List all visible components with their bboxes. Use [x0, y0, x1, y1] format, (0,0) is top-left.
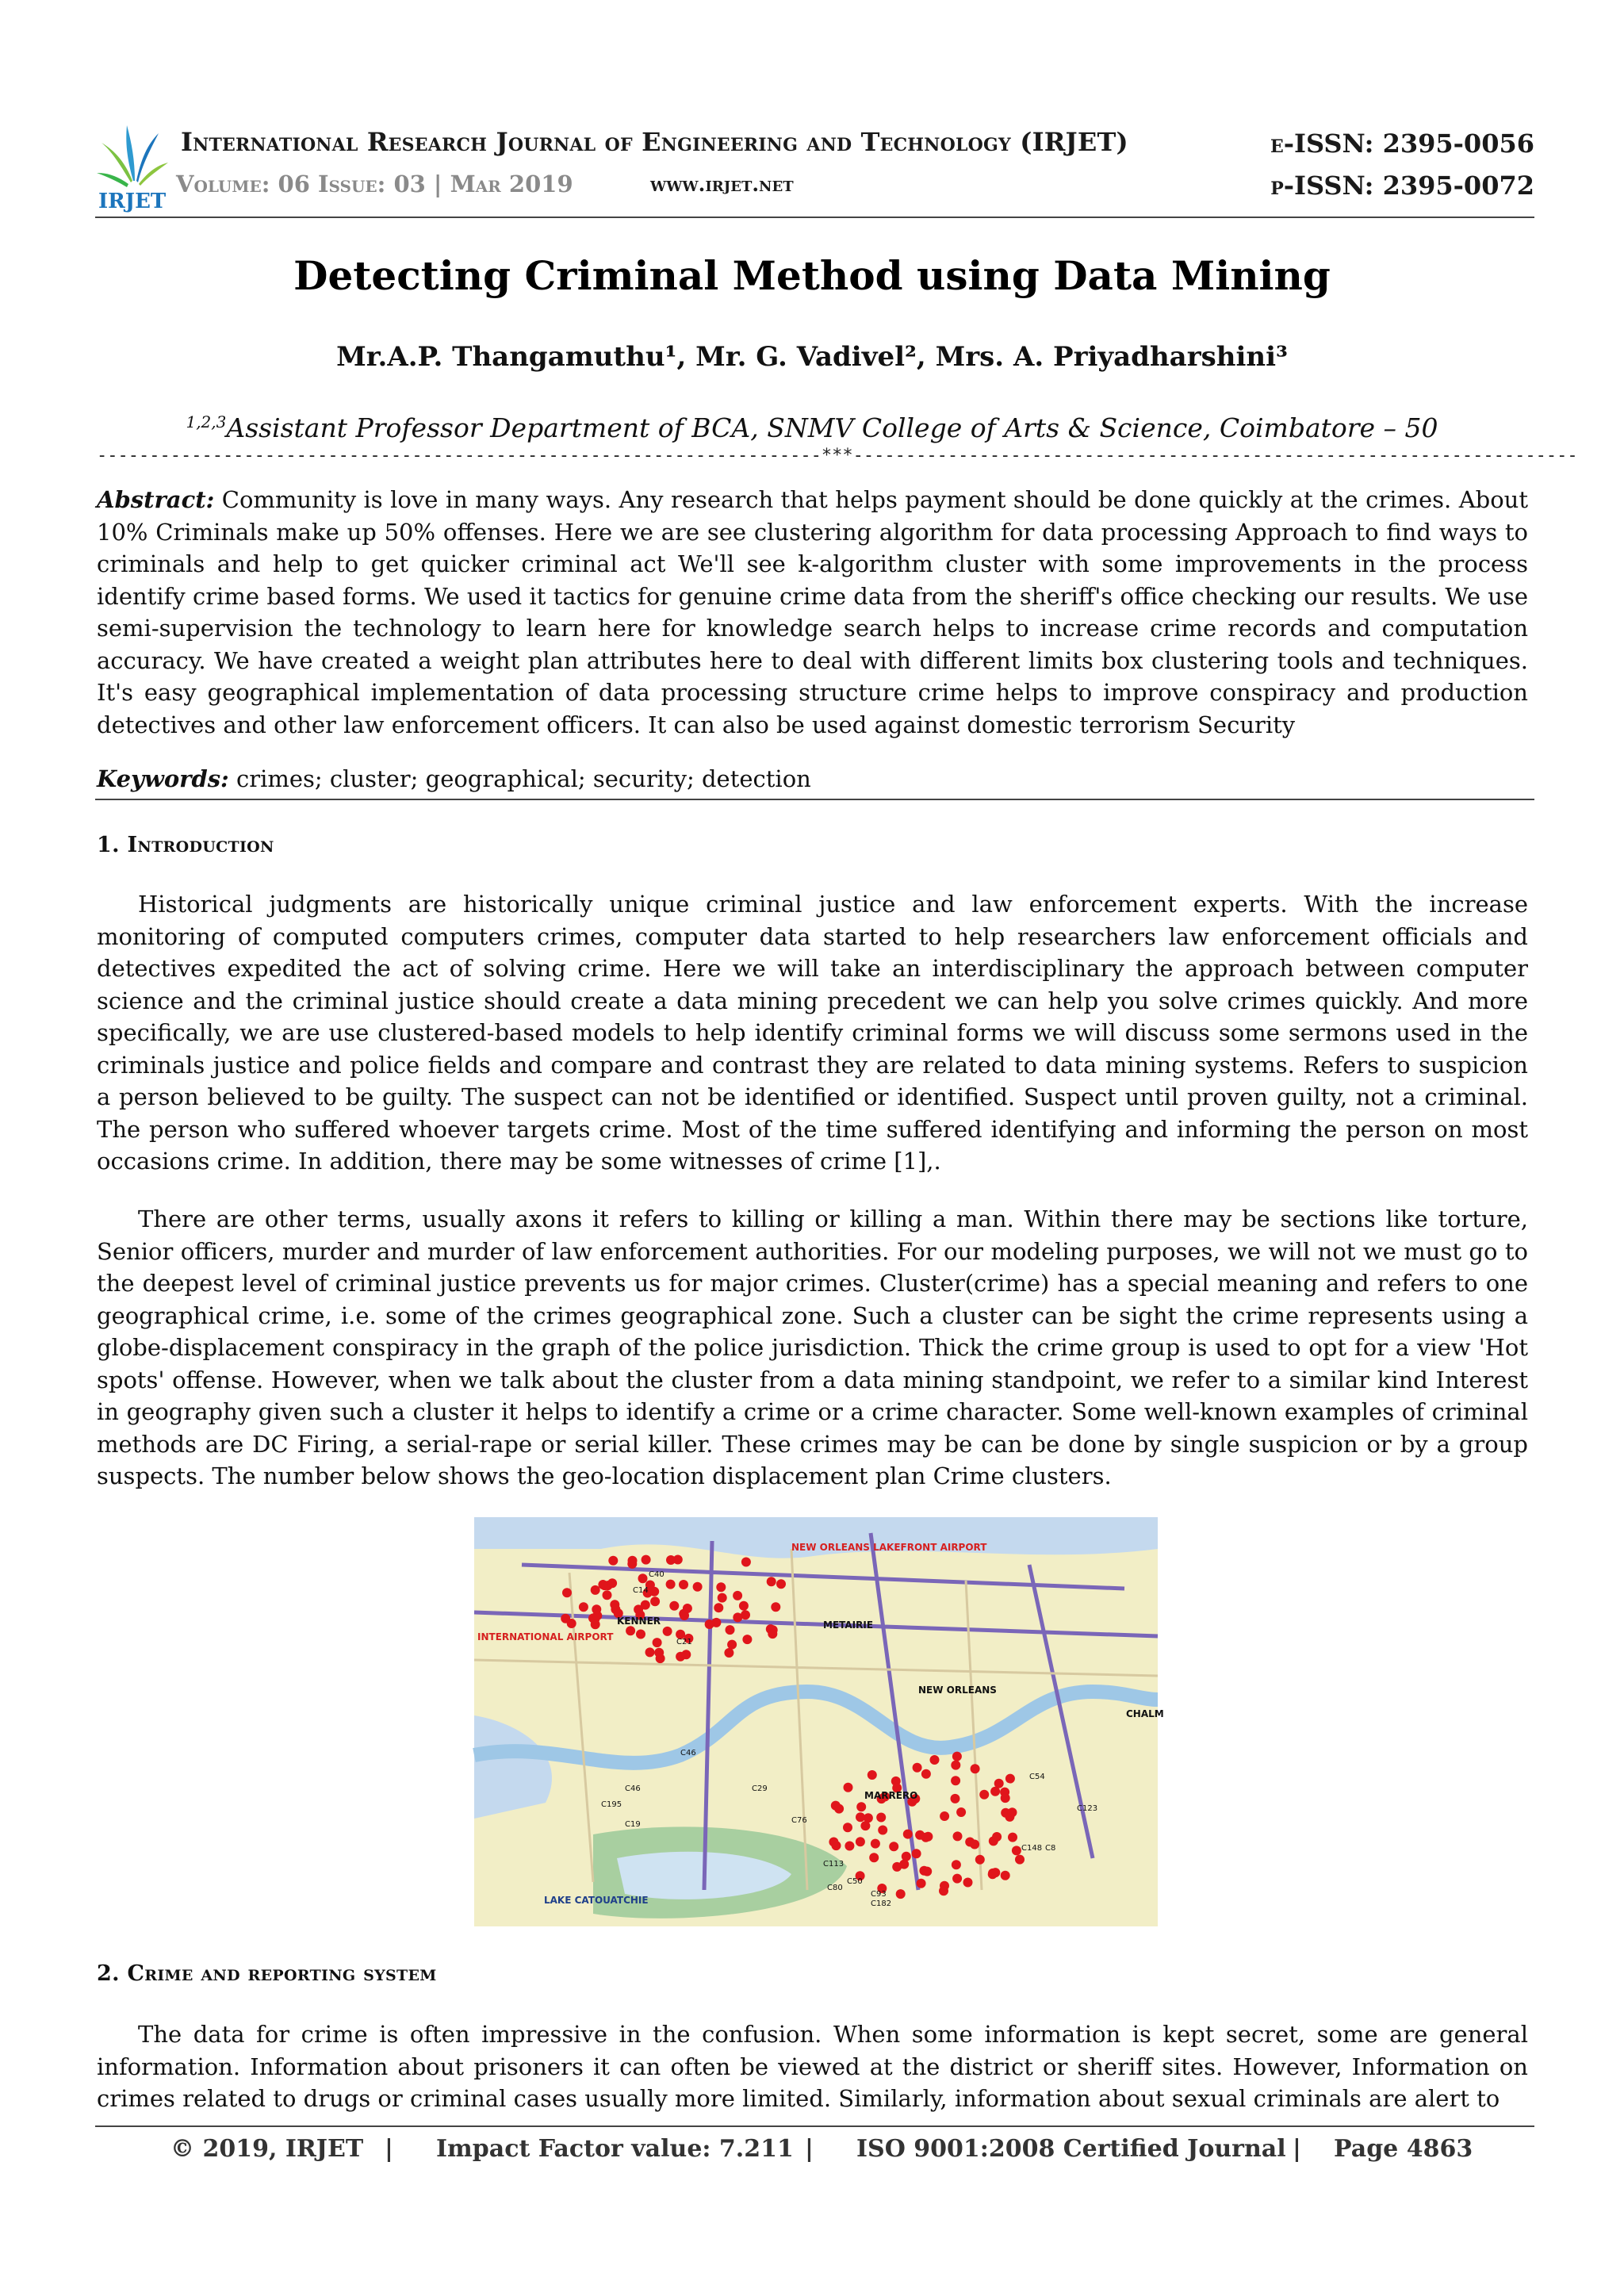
crime-point — [663, 1627, 672, 1636]
crime-point — [975, 1855, 985, 1865]
footer-impact-factor: Impact Factor value: 7.211 — [436, 2135, 794, 2163]
crime-point-label: C113 — [823, 1860, 845, 1869]
crime-point — [919, 1866, 929, 1876]
crime-point — [705, 1619, 714, 1629]
crime-point-label: C80 — [827, 1884, 843, 1892]
crime-point — [733, 1591, 742, 1600]
crime-point — [666, 1555, 676, 1565]
crime-point — [971, 1764, 980, 1773]
crime-point — [693, 1582, 703, 1592]
crime-point — [871, 1839, 880, 1849]
crime-point — [771, 1602, 780, 1612]
crime-point — [628, 1556, 638, 1566]
crime-point — [845, 1842, 854, 1851]
crime-point-label: C50 — [847, 1877, 863, 1886]
section-1-paragraph-1: Historical judgments are historically unique criminal justice and law enforcement experts. With the increase monitoring of computed computers crimes, computer data started to help researchers law enforcement officials and detectives expedited the act of solving crime. Here we will take an interdisciplinary the approach between computer science and the criminal justice should create a data mining precedent we can help you solve crimes quickly. And more specifically, we are use clustered-based models to help identify criminal forms we will discuss some sermons used in the criminals justice and police fields and compare and contrast they are related to data mining systems. Refers to suspicion a person believed to be guilty. The suspect can not be identified or identified. Suspect until proven guilty, not a criminal. The person who suffered whoever targets crime. Most of the time suffered identifying and informing the person on most occasions crime. In addition, there may be some witnesses of crime [1],. — [97, 891, 1528, 1175]
crime-point-label: C8 — [1045, 1844, 1056, 1853]
label-new-orleans: NEW ORLEANS — [918, 1685, 997, 1696]
footer-iso: ISO 9001:2008 Certified Journal — [856, 2135, 1286, 2163]
crime-point — [733, 1612, 742, 1622]
crime-point — [741, 1558, 751, 1567]
crime-point — [979, 1790, 989, 1800]
label-kenner: KENNER — [617, 1616, 661, 1627]
crime-point — [951, 1794, 960, 1803]
crime-point — [739, 1601, 749, 1611]
crime-point — [856, 1837, 865, 1846]
keywords-rule — [95, 799, 1534, 800]
crime-point-label: C19 — [625, 1820, 641, 1829]
section-1-paragraph-2: There are other terms, usually axons it refers to killing or killing a man. Within there may be sections like torture, Senior officers, murder and murder of law enforcement authorities. For our modeling purposes, we will not we must go to the deepest level of criminal justice prevents us for major crimes. Cluster(crime) has a special meaning and refers to one geographical crime, i.e. some of the crimes geographical zone. Such a cluster can be sight the crime represents using a globe-displacement conspiracy in the graph of the police jurisdiction. Thick the crime group is used to opt for a view 'Hot spots' offense. However, when we talk about the cluster from a data mining standpoint, we refer to a similar kind Interest in geography given such a cluster it helps to identify a crime or a crime character. Some well-known examples of criminal methods are DC Firing, a serial-rape or serial killer. These crimes may be can be done by single suspicion or by a group suspects. The number below shows the geo-location displacement plan Crime clusters. — [97, 1205, 1528, 1489]
crime-point — [930, 1755, 940, 1765]
crime-point — [611, 1604, 620, 1614]
crime-point — [608, 1556, 618, 1566]
crime-point — [1012, 1846, 1021, 1855]
crime-point — [653, 1638, 662, 1647]
crime-point — [669, 1601, 679, 1611]
section-1-heading: 1. Introduction — [97, 833, 274, 857]
crime-point — [856, 1802, 866, 1811]
crime-point — [843, 1823, 852, 1832]
label-metairie: METAIRIE — [823, 1619, 874, 1631]
crime-cluster-map — [474, 1517, 1164, 1926]
crime-point — [878, 1826, 887, 1835]
label-chalmette: CHALM — [1126, 1708, 1164, 1719]
crime-point — [1008, 1833, 1017, 1842]
paper-authors: Mr.A.P. Thangamuthu¹, Mr. G. Vadivel², Mrs. A. Priyadharshini³ — [336, 341, 1288, 373]
crime-point — [913, 1763, 922, 1773]
crime-point — [988, 1869, 998, 1878]
footer-rule — [95, 2125, 1534, 2127]
affiliation-sup: 1,2,3 — [186, 412, 227, 431]
crime-point — [860, 1821, 870, 1830]
crime-point — [856, 1812, 865, 1822]
crime-point — [831, 1801, 841, 1811]
crime-point-label: C182 — [871, 1899, 892, 1908]
crime-point — [953, 1831, 963, 1841]
abstract — [97, 484, 1528, 741]
crime-point — [990, 1787, 1000, 1796]
crime-point — [656, 1654, 665, 1663]
abstract-label: Abstract: — [97, 486, 215, 513]
journal-website[interactable]: www.irjet.net — [650, 173, 794, 196]
crime-point — [889, 1842, 898, 1851]
label-marrero: MARRERO — [864, 1790, 918, 1801]
crime-point — [869, 1853, 879, 1862]
crime-point — [598, 1580, 607, 1589]
irjet-logo-icon — [95, 119, 170, 213]
crime-point — [666, 1580, 676, 1589]
pissn: p-ISSN: 2395-0072 — [1270, 171, 1534, 201]
affiliation — [0, 412, 1624, 443]
section-2-heading: 2. Crime and reporting system — [97, 1961, 437, 1986]
crime-point — [742, 1635, 752, 1644]
paper-title: Detecting Criminal Method using Data Mining — [293, 252, 1331, 299]
crime-point — [951, 1761, 960, 1770]
crime-point — [626, 1626, 635, 1635]
crime-point — [868, 1770, 877, 1780]
crime-point — [896, 1889, 906, 1899]
crime-point — [561, 1614, 570, 1623]
crime-point-label: C54 — [1029, 1773, 1045, 1781]
crime-point — [641, 1600, 650, 1610]
crime-point — [1001, 1793, 1010, 1803]
crime-point — [915, 1830, 925, 1840]
eissn: e-ISSN: 2395-0056 — [1270, 128, 1534, 159]
crime-point — [940, 1811, 949, 1821]
crime-point — [912, 1849, 921, 1858]
journal-header — [95, 119, 1534, 214]
crime-point-label: C76 — [791, 1816, 807, 1825]
label-airport-left: INTERNATIONAL AIRPORT — [477, 1631, 614, 1642]
crime-point — [876, 1813, 886, 1823]
crime-point — [562, 1588, 572, 1597]
crime-point — [591, 1585, 600, 1595]
crime-point — [714, 1603, 723, 1612]
crime-point — [726, 1625, 735, 1635]
crime-point — [642, 1555, 651, 1565]
journal-title: International Research Journal of Engineering and Technology (IRJET) — [181, 127, 1128, 157]
crime-point-label: C93 — [871, 1890, 887, 1899]
footer-page-number: Page 4863 — [1334, 2135, 1473, 2163]
crime-point — [767, 1577, 776, 1586]
crime-point-label: C46 — [625, 1784, 641, 1793]
crime-point — [1001, 1871, 1010, 1880]
crime-point — [844, 1783, 853, 1792]
crime-point — [1015, 1855, 1025, 1865]
footer-sep-2: | — [805, 2135, 814, 2163]
crime-point-label: C46 — [680, 1749, 696, 1757]
crime-point-label: C21 — [676, 1638, 692, 1646]
crime-point — [716, 1582, 726, 1592]
crime-point — [899, 1860, 909, 1869]
crime-point — [592, 1604, 601, 1614]
crime-point-label: C123 — [1077, 1804, 1098, 1813]
crime-point — [970, 1840, 979, 1849]
keywords-text: crimes; cluster; geographical; security; detection — [228, 765, 811, 792]
crime-point — [683, 1604, 692, 1613]
header-rule — [95, 217, 1534, 218]
crime-point — [1008, 1807, 1017, 1817]
separator-line: ---------------------------------------------------------------------***--------------------------------------------------------------------- — [97, 446, 1578, 466]
keywords-label: Keywords: — [97, 765, 229, 792]
footer-copyright: © 2019, IRJET — [170, 2135, 364, 2163]
crime-point — [963, 1878, 973, 1888]
crime-point — [951, 1776, 960, 1785]
crime-point-label: C14 — [633, 1586, 649, 1595]
crime-point — [1005, 1774, 1015, 1784]
crime-point — [768, 1629, 777, 1639]
crime-point — [952, 1860, 961, 1869]
abstract-text: Community is love in many ways. Any research that helps payment should be done quickly at the crimes. About 10% Criminals make up 50% offenses. Here we are see clustering algorithm for data processing Approach to find ways to criminals and help to get quicker criminal act We'll see k-algorithm cluster with some improvements in the process identify crime based forms. We used it tactics for genuine crime data from the sheriff's office checking our results. We use semi-supervision the technology to learn here for knowledge search helps to increase crime records and computation accuracy. We have created a weight plan attributes here to deal with different limits box clustering tools and techniques. It's easy geographical implementation of data processing structure crime helps to improve conspiracy and production detectives and other law enforcement officers. It can also be used against domestic terrorism Security — [97, 486, 1528, 738]
label-airport-top: NEW ORLEANS LAKEFRONT AIRPORT — [791, 1542, 987, 1553]
volume-issue: Volume: 06 Issue: 03 | Mar 2019 — [176, 171, 573, 197]
crime-point — [776, 1579, 786, 1589]
crime-point — [718, 1593, 727, 1603]
crime-point — [952, 1874, 962, 1884]
crime-point — [952, 1752, 962, 1761]
affiliation-text: Assistant Professor Department of BCA, SNMV College of Arts & Science, Coimbatore – 50 — [226, 412, 1438, 443]
crime-point-label: C148 — [1021, 1844, 1043, 1853]
crime-point — [679, 1580, 688, 1589]
footer-sep-3: | — [1293, 2135, 1301, 2163]
crime-point — [579, 1602, 588, 1612]
crime-point — [829, 1838, 838, 1847]
section-2-paragraph-1: The data for crime is often impressive in the confusion. When some information is kept secret, some are general information. Information about prisoners it can often be viewed at the district or sheriff sites. However, Information on crimes related to drugs or criminal cases usually more limited. Similarly, information about sexual criminals are alert to — [97, 2021, 1528, 2112]
crime-point — [681, 1650, 691, 1659]
crime-point — [992, 1832, 1002, 1842]
crime-point-label: C29 — [752, 1784, 768, 1793]
crime-point — [940, 1881, 949, 1891]
crime-point — [603, 1590, 612, 1600]
crime-point — [727, 1640, 737, 1650]
footer-sep-1: | — [385, 2135, 393, 2163]
crime-point — [636, 1630, 645, 1639]
crime-point — [921, 1769, 931, 1779]
crime-point — [638, 1573, 648, 1583]
crime-point — [956, 1807, 966, 1817]
keywords — [97, 765, 811, 792]
crime-point — [724, 1648, 733, 1658]
crime-point — [650, 1596, 660, 1606]
crime-point — [903, 1830, 913, 1839]
label-lake: LAKE CATOUATCHIE — [544, 1895, 649, 1906]
svg-text:IRJET: IRJET — [98, 190, 167, 213]
crime-point — [917, 1879, 926, 1888]
crime-point-label: C40 — [649, 1570, 665, 1579]
crime-point-label: C195 — [601, 1800, 622, 1809]
crime-point — [645, 1647, 655, 1657]
